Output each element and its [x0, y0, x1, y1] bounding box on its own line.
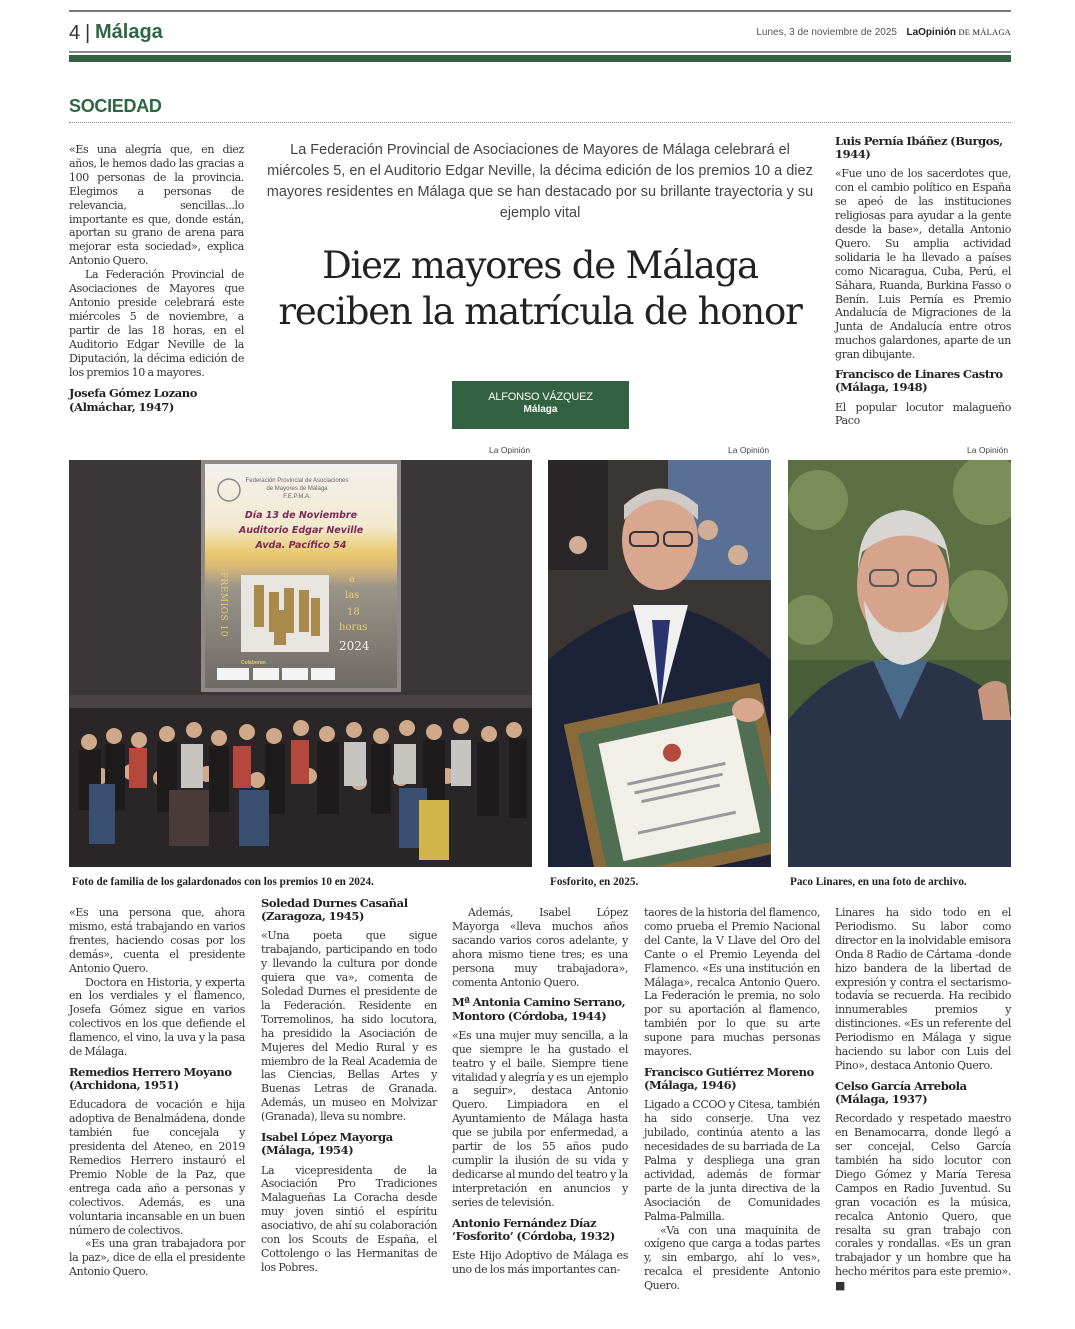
paragraph: «Fue uno de los sacerdotes que, con el cambio político en España se apeó de las instituciones religiosas para ayudar a la gente desde la base», detalla Antonio Quero. Su amplia actividad solidaria le ha llevado a países como Nicaragua, Cuba, Perú, el Sáhara, Ruanda, Burkina Fasso o Benín. Luis Pernía es Premio Andalucía de Migraciones de la Junta de Andalucía entre otros muchos galardones, aparte de un gran dibujante. — [835, 167, 1011, 362]
byline-box — [452, 381, 629, 429]
poster-year: 2024 — [339, 639, 370, 653]
body-column-4 — [644, 906, 820, 1293]
poster-sponsor-logos — [217, 668, 335, 680]
awardee-heading: Josefa Gómez Lozano (Almáchar, 1947) — [69, 386, 197, 414]
poster-time-a: a — [349, 574, 355, 585]
paragraph: La Federación Provincial de Asociaciones de Mayores que Antonio preside celebrará este miércoles 5 de noviembre, a partir de las 18 horas, en el Auditorio Edgar Neville de la Diputación, la décima edición de los premios 10 a mayores. — [69, 268, 244, 379]
awardee-heading: Celso García Arrebola (Málaga, 1937) — [835, 1078, 967, 1107]
poster-org-line-1: Federación Provincial de Asociaciones — [245, 478, 349, 484]
rubric-dotted-rule — [69, 122, 1011, 123]
headline-line-1: Diez mayores de Málaga — [322, 244, 758, 287]
photo-paco-linares — [788, 460, 1011, 867]
issue-date: Lunes, 3 de noviembre de 2025 — [756, 27, 897, 38]
masthead-opinion: Opinión — [918, 27, 956, 38]
family-photo-image — [69, 460, 532, 867]
poster-org-line-3: F.E.P.M.A. — [283, 494, 311, 500]
photo-caption: Fosforito, en 2025. — [550, 876, 639, 888]
body-column-2 — [261, 897, 437, 1275]
paragraph: La vicepresidenta de la Asociación Pro Tradiciones Malagueñas La Coracha desde muy joven sintió el espíritu asociativo, de ahí su colaboración con los Scouts de España, el Cottolengo o las Hermanitas de los Pobres. — [261, 1163, 437, 1274]
end-of-article-mark: ■ — [835, 1279, 846, 1293]
top-right-column — [835, 135, 1011, 428]
photo-credit: La Opinión — [967, 445, 1009, 455]
body-column-5 — [835, 906, 1011, 1293]
top-rule — [69, 10, 1011, 12]
paragraph: «Es una alegría que, en diez años, le hemos dado las gracias a 100 personas de la provincia. Elegimos a personas de relevancia, sencillas...lo importante es que, donde están, aportan su grano de arena para mejorar esta sociedad», explica Antonio Quero. — [69, 143, 244, 268]
awardee-heading: Soledad Durnes Casañal (Zaragoza, 1945) — [261, 896, 408, 924]
header-separator: | — [85, 22, 91, 44]
awardee-heading: Mª Antonia Camino Serrano, Montoro (Córdoba, 1944) — [452, 995, 626, 1023]
poster-vertical-title: PREMIOS 10 — [218, 572, 228, 638]
poster-event-line-2: Auditorio Edgar Neville — [238, 525, 364, 536]
paragraph: Linares ha sido todo en el Periodismo. Su labor como director en la inolvidable emisora Onda 8 Radio de Cártama -donde hizo bandera de la libertad de expresión y contra el sectarismo- todavía se recuerda. Ha recibido innumerables premios y distinciones. «Es un referente del Periodismo en Málaga y sigue haciendo su labor con Luis del Pino», destaca Antonio Quero. — [835, 906, 1011, 1072]
awardee-heading: Luis Pernía Ibáñez (Burgos, 1944) — [835, 134, 1003, 162]
paragraph: Ligado a CCOO y Citesa, también ha sido conserje. Una vez jubilado, continúa atento a las necesidades de su barriada de La Palma y despliega una gran actividad, además de formar parte de la junta directiva de la Asociación de Comunidades Palma-Palmilla. — [644, 1098, 820, 1223]
paragraph: El popular locutor malagueño Paco — [835, 400, 1011, 428]
photo-caption: Paco Linares, en una foto de archivo. — [790, 876, 967, 888]
photo-fosforito — [548, 460, 771, 867]
page-number: 4 — [69, 22, 81, 44]
paragraph: «Es una mujer muy sencilla, a la que siempre le ha gustado el teatro y el baile. Siempre tiene vitalidad y alegría y es un ejemplo a seguir», destaca Antonio Quero. Limpiadora en el Ayuntamiento de Málaga hasta que se jubila por enfermedad, a partir de los 55 años pudo cumplir la ilusión de su vida y dedicarse al mundo del teatro y la interpretación en anuncios y series de televisión. — [452, 1028, 628, 1209]
newspaper-masthead — [906, 27, 1011, 38]
byline-author: ALFONSO VÁZQUEZ — [488, 391, 593, 403]
photo-awardees-family — [69, 460, 532, 867]
article-subtitle: La Federación Provincial de Asociaciones de Mayores de Málaga celebrará el miércoles 5, en el Auditorio Edgar Neville, la décima edición de los premios 10 a diez mayores residentes en Málaga que se han destacado por su brillante trayectoria y su ejemplo vital — [266, 142, 814, 221]
poster-event-line-1: Día 13 de Noviembre — [244, 510, 358, 521]
paco-linares-photo-image — [788, 460, 1011, 867]
paragraph: «Es una gran trabajadora por la paz», dice de ella el presidente Antonio Quero. — [69, 1237, 245, 1279]
paragraph — [835, 1112, 1011, 1293]
poster-collab: Colaboran — [241, 660, 266, 666]
paragraph: «Es una persona que, ahora mismo, está trabajando en varios frentes, haciendo cosas por los demás», cuenta el presidente Antonio Quero. — [69, 906, 245, 975]
paragraph: Además, Isabel López Mayorga «lleva muchos años sacando varios coros adelante, y ahora mismo tiene tres; es una persona muy trabajadora», comenta Antonio Quero. — [452, 906, 628, 989]
top-left-column — [69, 143, 244, 420]
body-column-3 — [452, 906, 628, 1277]
header-green-bar — [69, 55, 1011, 62]
fosforito-photo-image — [548, 460, 771, 867]
paragraph-text: Recordado y respetado maestro en Benamocarra, donde llegó a ser concejal, Celso García también ha sido locutor con Diego Gómez y María Teresa Campos en Radio Juventud. Su gran vocación es la música, recalca Antonio Quero, que resalta su gran trabajo con corales y rondallas. «Es un gran trabajador y un hombre que ha hecho méritos para este premio». — [835, 1112, 1011, 1279]
paragraph: Doctora en Historia, y experta en los verdiales y el flamenco, Josefa Gómez sigue en varios colectivos en los que defiende el flamenco, el vino, la uva y la pasa de Málaga. — [69, 975, 245, 1059]
rubric-label: SOCIEDAD — [69, 96, 162, 116]
photo-credit: La Opinión — [728, 445, 770, 455]
body-column-1 — [69, 906, 245, 1279]
poster-time-horas: horas — [339, 622, 368, 633]
awardee-heading: Francisco de Linares Castro (Málaga, 1948) — [835, 367, 1003, 395]
poster-time-18: 18 — [347, 607, 360, 618]
poster-org-line-2: de Mayores de Málaga — [266, 486, 328, 492]
masthead-rest: DE MÁLAGA — [958, 27, 1011, 37]
article-headline — [262, 243, 818, 335]
photo-caption: Foto de familia de los galardonados con los premios 10 en 2024. — [72, 876, 374, 888]
awardee-heading: Remedios Herrero Moyano (Archidona, 1951) — [69, 1064, 232, 1093]
awardee-heading: Antonio Fernández Díaz ‘Fosforito’ (Córdoba, 1932) — [452, 1215, 615, 1243]
paragraph: «Va con una maquinita de oxígeno que carga a todas partes y, sin embargo, ahí lo ves», recalca el presidente Antonio Quero. — [644, 1223, 820, 1293]
poster-event-line-3: Avda. Pacífico 54 — [255, 540, 347, 551]
paragraph: taores de la historia del flamenco, como prueba el Premio Nacional del Cante, la V Llave del Oro del Cante o el Premio Leyenda del Flamenco. «Es una institución en Málaga», recalca Antonio Quero. La Federación le premia, no solo por su aportación al flamenco, también por lo que su arte supone para muchas personas mayores. — [644, 906, 820, 1059]
photo-credit: La Opinión — [489, 445, 531, 455]
header-rule — [69, 51, 1011, 53]
poster-time-las: las — [345, 590, 360, 601]
masthead-la: La — [906, 27, 919, 38]
paragraph: Educadora de vocación e hija adoptiva de Benalmádena, donde también fue concejala y presidenta del Ateneo, en 2019 Remedios Herrero instauró el Premio Noble de la Paz, que entrega cada año a personas y colectivos. Además, es una voluntaria incansable en un buen número de colectivos. — [69, 1098, 245, 1237]
byline-city: Málaga — [523, 404, 558, 415]
page-header — [69, 20, 1011, 46]
paragraph: «Una poeta que sigue trabajando, participando en todo y llevando la cultura por donde quiera que va», comenta de Soledad Durnes el presidente de la Federación. Residente en Torremolinos, ha sido locutora, ha presidido la Asociación de Mujeres del Medio Rural y es miembro de la Real Academia de las Ciencias, Bellas Artes y Buenas Letras de Granada. Además, un museo en Molvizar (Granada), lleva su nombre. — [261, 929, 437, 1124]
headline-line-2: reciben la matrícula de honor — [278, 290, 802, 333]
awardee-heading: Isabel López Mayorga (Málaga, 1954) — [261, 1130, 393, 1158]
paragraph: Este Hijo Adoptivo de Málaga es uno de los más importantes can- — [452, 1249, 628, 1276]
awardee-heading: Francisco Gutiérrez Moreno (Málaga, 1946) — [644, 1064, 814, 1093]
section-name: Málaga — [95, 21, 163, 43]
